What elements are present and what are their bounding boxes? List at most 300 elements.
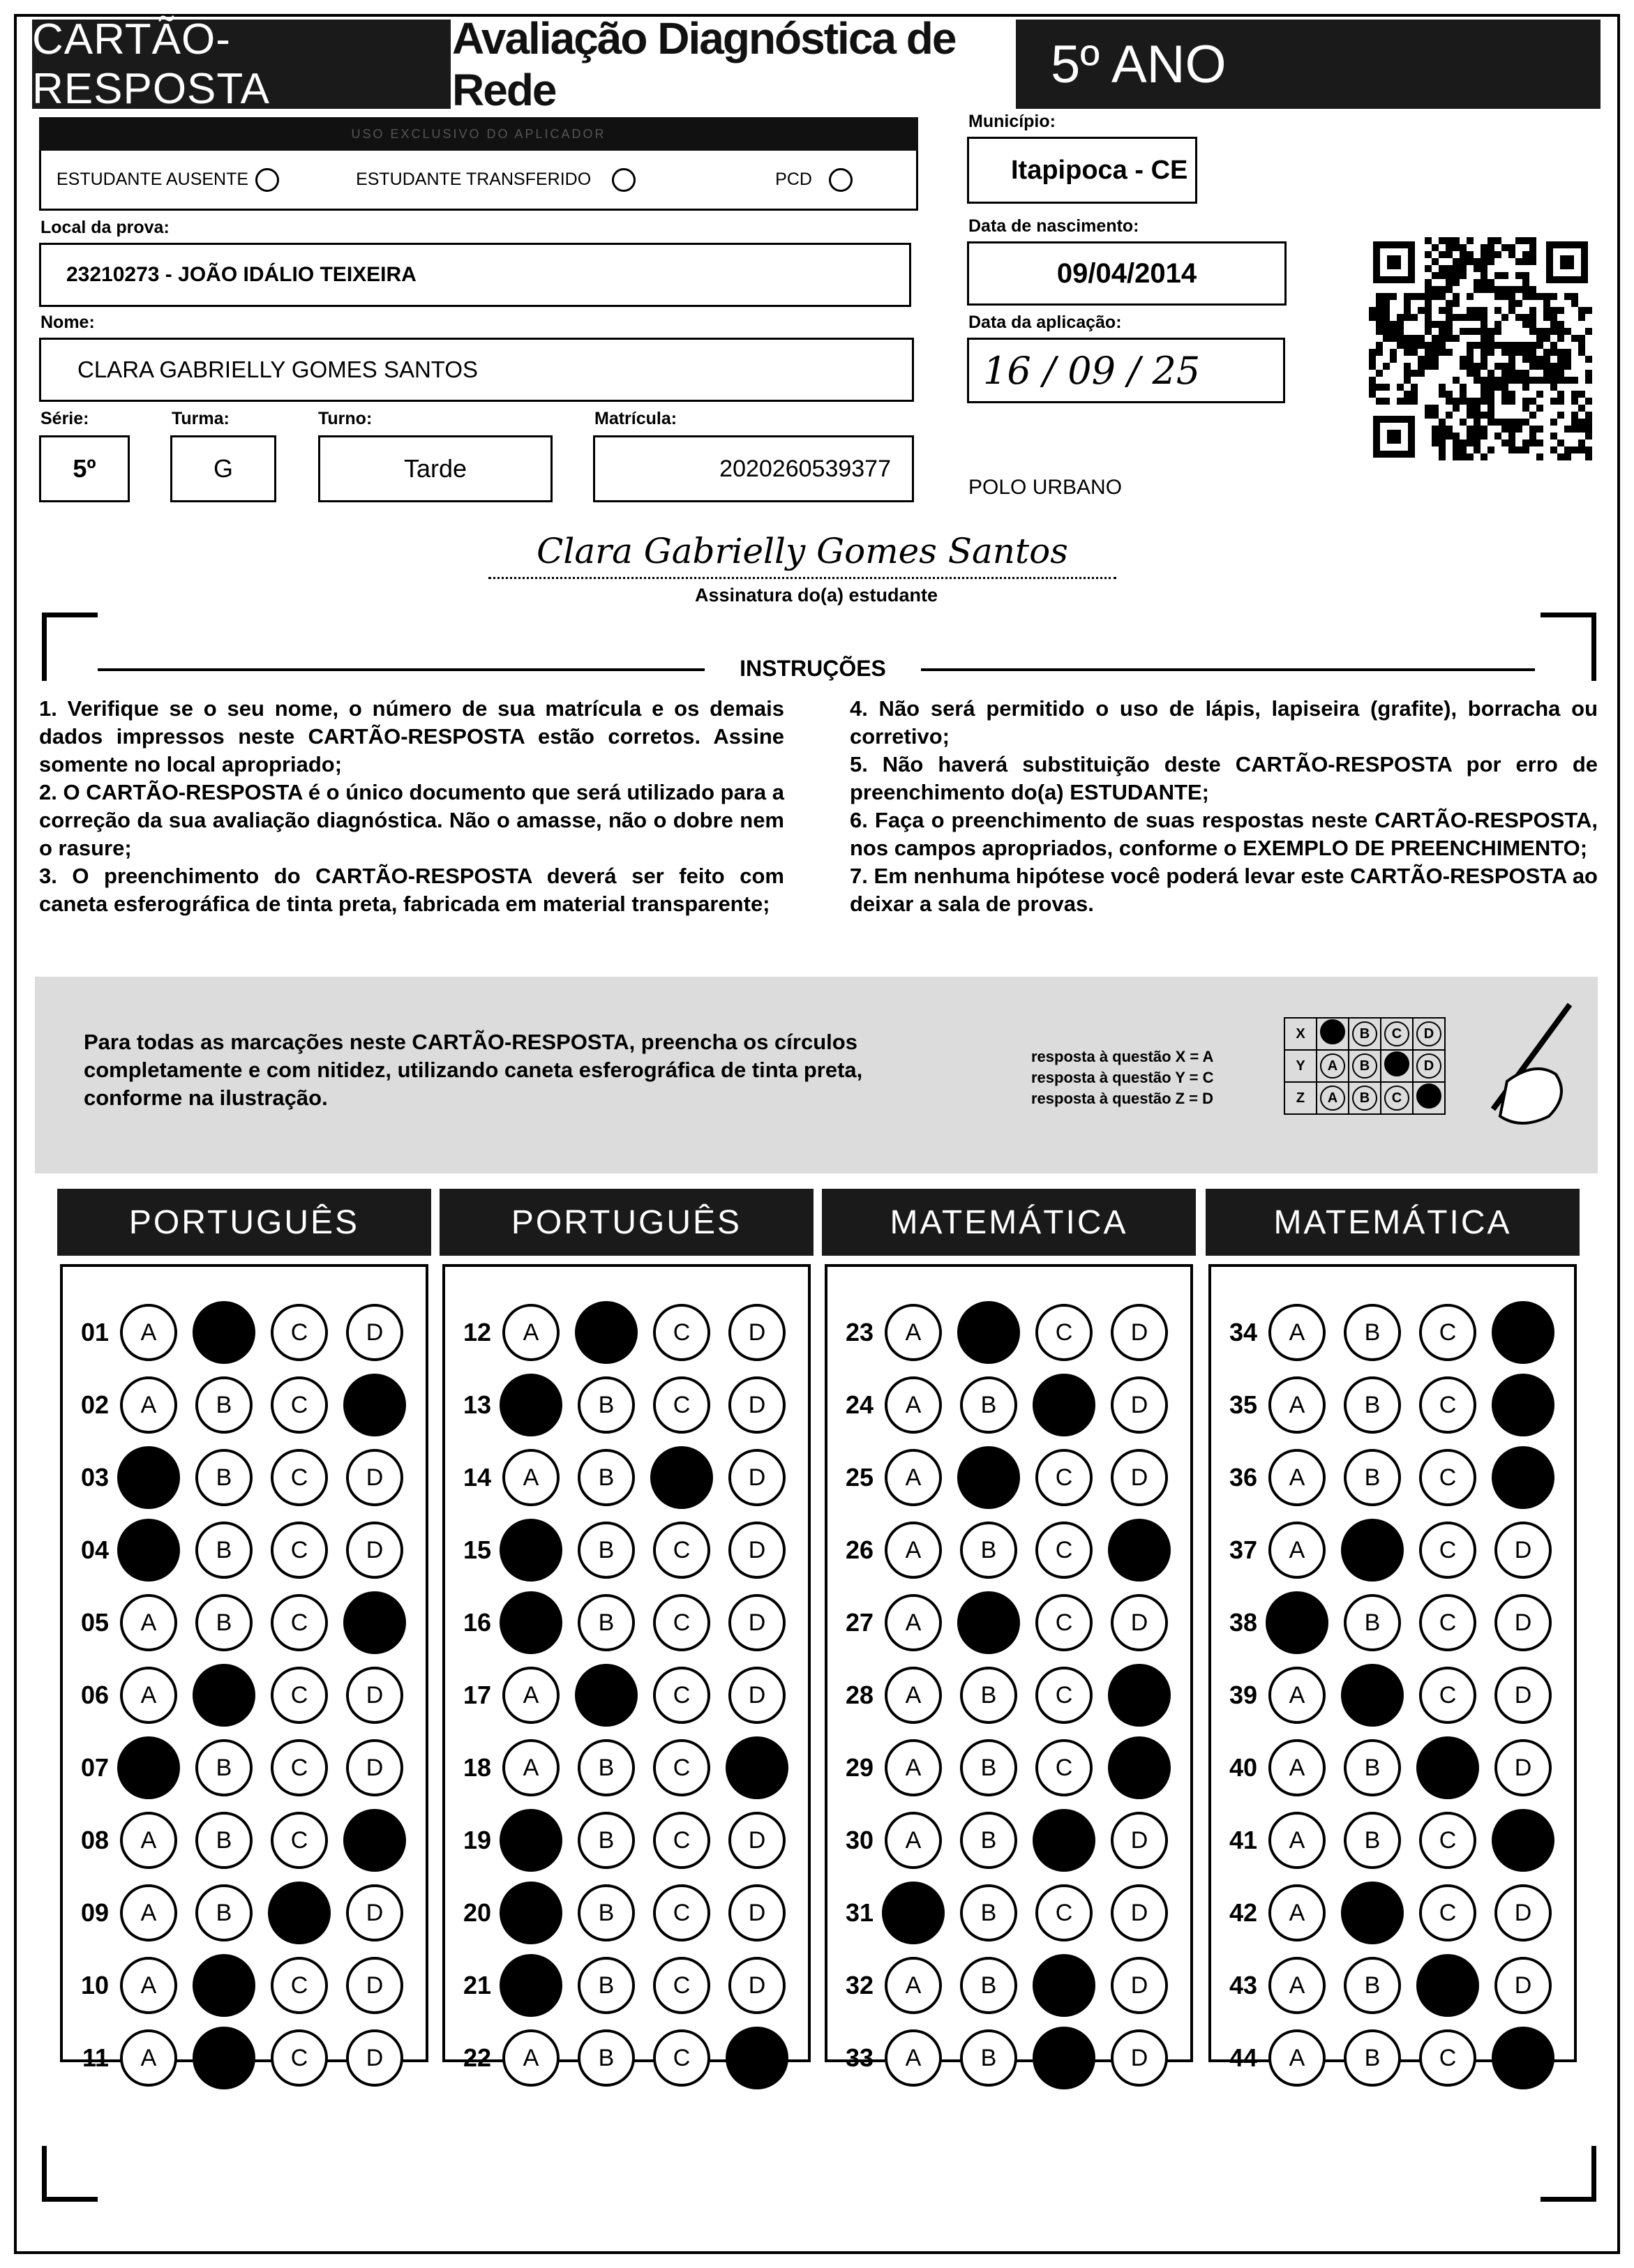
example-cell	[1413, 1082, 1445, 1114]
answer-bubble-24-d[interactable]: D	[1111, 1376, 1168, 1434]
example-cell	[1381, 1018, 1413, 1050]
ausente-checkbox[interactable]	[255, 168, 279, 192]
answer-bubble-07-a-marked[interactable]	[117, 1736, 180, 1799]
answer-bubble-44-a[interactable]: A	[1268, 2029, 1326, 2087]
question-row-15	[445, 1519, 804, 1581]
answer-bubble-36-c[interactable]: C	[1419, 1449, 1476, 1506]
answer-bubble-34-c[interactable]: C	[1419, 1304, 1476, 1361]
answer-bubble-37-c[interactable]: C	[1419, 1522, 1476, 1579]
question-number: 29	[845, 1753, 874, 1782]
answer-bubble-23-b-marked[interactable]	[957, 1301, 1020, 1364]
answer-bubble-39-a[interactable]: A	[1268, 1667, 1326, 1724]
question-number: 08	[80, 1826, 109, 1854]
answer-bubble-23-c[interactable]: C	[1035, 1304, 1093, 1361]
answer-block-3	[825, 1264, 1193, 2072]
instruction-5: 5. Não haverá substituição deste CARTÃO-RESPOSTA por erro de preenchimento do(a) ESTUDANTE;	[850, 752, 1598, 804]
serie-field: 5º	[39, 435, 130, 502]
question-number: 07	[80, 1753, 109, 1782]
banner-text: Para todas as marcações neste CARTÃO-RESPOSTA, preencha os círculos completamente e com nitidez, utilizando caneta esferográfica de tinta preta, conforme na ilustração.	[84, 1030, 863, 1110]
answer-bubble-09-b[interactable]: B	[195, 1884, 253, 1942]
answer-bubble-32-c-marked[interactable]	[1033, 1954, 1095, 2017]
answer-bubble-19-a-marked[interactable]	[500, 1809, 562, 1872]
answer-bubble-28-c[interactable]: C	[1035, 1667, 1093, 1724]
answer-bubble-41-a[interactable]: A	[1268, 1812, 1326, 1869]
answer-bubble-23-d[interactable]: D	[1111, 1304, 1168, 1361]
answer-bubble-02-c[interactable]: C	[271, 1376, 328, 1434]
answer-bubble-19-c[interactable]: C	[653, 1812, 710, 1869]
question-number: 40	[1229, 1753, 1257, 1782]
question-number: 34	[1229, 1318, 1257, 1346]
question-number: 22	[463, 2043, 491, 2072]
answer-bubble-24-a[interactable]: A	[885, 1376, 942, 1434]
answer-bubble-35-c[interactable]: C	[1419, 1376, 1476, 1434]
turma-field: G	[170, 435, 276, 502]
answer-bubble-17-b-marked[interactable]	[575, 1664, 638, 1727]
answer-bubble-43-c-marked[interactable]	[1416, 1954, 1479, 2017]
answer-bubble-07-b[interactable]: B	[195, 1739, 253, 1796]
transferido-checkbox[interactable]	[612, 168, 636, 192]
answer-bubble-15-a-marked[interactable]	[500, 1519, 562, 1582]
answer-bubble-43-b[interactable]: B	[1344, 1957, 1401, 2014]
question-row-03	[63, 1447, 421, 1508]
answer-bubble-10-c[interactable]: C	[271, 1957, 328, 2014]
answer-bubble-04-b[interactable]: B	[195, 1522, 253, 1579]
evaluation-title: Avaliação Diagnóstica de Rede	[452, 22, 1016, 106]
answer-bubble-17-d[interactable]: D	[728, 1667, 786, 1724]
answer-bubble-14-d[interactable]: D	[728, 1449, 786, 1506]
answer-bubble-24-b[interactable]: B	[960, 1376, 1017, 1434]
question-number: 09	[80, 1898, 109, 1927]
answer-bubble-36-d-marked[interactable]	[1492, 1446, 1554, 1509]
answer-bubble-36-a[interactable]: A	[1268, 1449, 1326, 1506]
answer-bubble-01-d[interactable]: D	[346, 1304, 403, 1361]
answer-bubble-02-d-marked[interactable]	[343, 1374, 406, 1436]
answer-bubble-37-b-marked[interactable]	[1341, 1519, 1404, 1582]
answer-bubble-06-d[interactable]: D	[346, 1667, 403, 1724]
answer-bubble-16-b[interactable]: B	[578, 1594, 635, 1651]
example-line-y: resposta à questão Y = C	[1031, 1069, 1214, 1086]
question-row-13	[445, 1374, 804, 1436]
question-row-04	[63, 1519, 421, 1581]
answer-bubble-15-b[interactable]: B	[578, 1522, 635, 1579]
question-row-01	[63, 1302, 421, 1363]
question-number: 18	[463, 1753, 491, 1782]
answer-bubble-32-b[interactable]: B	[960, 1957, 1017, 2014]
municipio-value: Itapipoca - CE	[1011, 155, 1188, 185]
example-cell	[1381, 1082, 1413, 1114]
answer-bubble-14-c-marked[interactable]	[650, 1446, 713, 1509]
answer-bubble-33-b[interactable]: B	[960, 2029, 1017, 2087]
answer-bubble-06-a[interactable]: A	[120, 1667, 177, 1724]
answer-bubble-40-a[interactable]: A	[1268, 1739, 1326, 1796]
answer-bubble-22-b[interactable]: B	[578, 2029, 635, 2087]
answer-bubble-43-a[interactable]: A	[1268, 1957, 1326, 2014]
instruction-2: 2. O CARTÃO-RESPOSTA é o único documento que será utilizado para a correção da sua avaliação diagnóstica. Não o amasse, não o dobre nem o rasure;	[39, 780, 784, 860]
instructions-rule-left	[98, 668, 705, 671]
answer-bubble-34-a[interactable]: A	[1268, 1304, 1326, 1361]
answer-bubble-08-a[interactable]: A	[120, 1812, 177, 1869]
answer-bubble-09-c-marked[interactable]	[268, 1882, 331, 1944]
answer-bubble-04-a-marked[interactable]	[117, 1519, 180, 1582]
answer-bubble-12-d[interactable]: D	[728, 1304, 786, 1361]
answer-bubble-07-c[interactable]: C	[271, 1739, 328, 1796]
instructions-rule-right	[921, 668, 1535, 671]
question-number: 37	[1229, 1535, 1257, 1564]
question-number: 35	[1229, 1390, 1257, 1419]
answer-bubble-26-a[interactable]: A	[885, 1522, 942, 1579]
question-row-05	[63, 1592, 421, 1653]
answer-bubble-04-d[interactable]: D	[346, 1522, 403, 1579]
nome-label: Nome:	[40, 313, 95, 332]
card-title: CARTÃO-RESPOSTA	[32, 20, 451, 109]
question-number: 02	[80, 1390, 109, 1419]
polo-label: POLO URBANO	[968, 476, 1123, 499]
answer-bubble-04-c[interactable]: C	[271, 1522, 328, 1579]
question-number: 05	[80, 1608, 109, 1637]
answer-bubble-05-d-marked[interactable]	[343, 1591, 406, 1654]
answer-bubble-13-b[interactable]: B	[578, 1376, 635, 1434]
pcd-label: PCD	[775, 170, 812, 189]
turma-label: Turma:	[172, 409, 230, 428]
answer-bubble-16-c[interactable]: C	[653, 1594, 710, 1651]
example-bubble: B	[1352, 1053, 1377, 1079]
answer-bubble-35-a[interactable]: A	[1268, 1376, 1326, 1434]
answer-bubble-01-c[interactable]: C	[271, 1304, 328, 1361]
question-number: 20	[463, 1898, 491, 1927]
example-cell	[1349, 1050, 1381, 1082]
answer-bubble-11-b-marked[interactable]	[193, 2027, 255, 2089]
question-number: 33	[845, 2043, 874, 2072]
answer-bubble-40-c-marked[interactable]	[1416, 1736, 1479, 1799]
answer-bubble-27-a[interactable]: A	[885, 1594, 942, 1651]
answer-bubble-37-a[interactable]: A	[1268, 1522, 1326, 1579]
answer-bubble-31-a-marked[interactable]	[882, 1882, 945, 1944]
question-number: 39	[1229, 1681, 1257, 1709]
answer-bubble-13-d[interactable]: D	[728, 1376, 786, 1434]
example-line-z: resposta à questão Z = D	[1031, 1090, 1214, 1107]
matricula-field: 2020260539377	[593, 435, 914, 502]
question-row-34	[1211, 1302, 1570, 1363]
answer-bubble-44-c[interactable]: C	[1419, 2029, 1476, 2087]
answer-bubble-09-d[interactable]: D	[346, 1884, 403, 1942]
answer-bubble-25-d[interactable]: D	[1111, 1449, 1168, 1506]
answer-bubble-30-d[interactable]: D	[1111, 1812, 1168, 1869]
answer-bubble-10-a[interactable]: A	[120, 1957, 177, 2014]
turno-field: Tarde	[318, 435, 553, 502]
answer-bubble-29-d-marked[interactable]	[1108, 1736, 1171, 1799]
answer-bubble-20-b[interactable]: B	[578, 1884, 635, 1942]
answer-bubble-14-b[interactable]: B	[578, 1449, 635, 1506]
answer-bubble-42-a[interactable]: A	[1268, 1884, 1326, 1942]
question-number: 44	[1229, 2043, 1257, 2072]
answer-bubble-11-a[interactable]: A	[120, 2029, 177, 2087]
answer-bubble-25-a[interactable]: A	[885, 1449, 942, 1506]
question-number: 25	[845, 1463, 874, 1492]
answer-bubble-11-c[interactable]: C	[271, 2029, 328, 2087]
example-cell	[1317, 1018, 1349, 1050]
question-row-41	[1211, 1810, 1570, 1871]
answer-bubble-16-d[interactable]: D	[728, 1594, 786, 1651]
answer-bubble-40-d[interactable]: D	[1494, 1739, 1552, 1796]
answer-bubble-19-b[interactable]: B	[578, 1812, 635, 1869]
answer-bubble-38-a-marked[interactable]	[1266, 1591, 1328, 1654]
answer-bubble-03-d[interactable]: D	[346, 1449, 403, 1506]
answer-bubble-08-b[interactable]: B	[195, 1812, 253, 1869]
answer-bubble-31-d[interactable]: D	[1111, 1884, 1168, 1942]
question-row-32	[827, 1955, 1186, 2016]
subject-header-3: MATEMÁTICA	[822, 1189, 1196, 1256]
example-cell	[1349, 1018, 1381, 1050]
answer-bubble-32-d[interactable]: D	[1111, 1957, 1168, 2014]
answer-bubble-15-c[interactable]: C	[653, 1522, 710, 1579]
answer-bubble-12-a[interactable]: A	[502, 1304, 560, 1361]
answer-bubble-25-b-marked[interactable]	[957, 1446, 1020, 1509]
example-grid-wrap	[1284, 1017, 1446, 1115]
answer-bubble-02-a[interactable]: A	[120, 1376, 177, 1434]
instructions-right	[850, 695, 1598, 918]
answer-bubble-36-b[interactable]: B	[1344, 1449, 1401, 1506]
answer-bubble-21-c[interactable]: C	[653, 1957, 710, 2014]
question-row-12	[445, 1302, 804, 1363]
answer-bubble-29-c[interactable]: C	[1035, 1739, 1093, 1796]
answer-bubble-14-a[interactable]: A	[502, 1449, 560, 1506]
subject-header-1: PORTUGUÊS	[57, 1189, 431, 1256]
question-row-40	[1211, 1737, 1570, 1798]
pen-hand-icon	[1465, 998, 1591, 1137]
answer-bubble-27-c[interactable]: C	[1035, 1594, 1093, 1651]
answer-bubble-40-b[interactable]: B	[1344, 1739, 1401, 1796]
answer-bubble-12-c[interactable]: C	[653, 1304, 710, 1361]
answer-bubble-41-d-marked[interactable]	[1492, 1809, 1554, 1872]
question-row-38	[1211, 1592, 1570, 1653]
answer-bubble-26-b[interactable]: B	[960, 1522, 1017, 1579]
answer-bubble-10-b-marked[interactable]	[193, 1954, 255, 2017]
question-number: 15	[463, 1535, 491, 1564]
answer-bubble-18-d-marked[interactable]	[726, 1736, 788, 1799]
question-number: 23	[845, 1318, 874, 1346]
answer-bubble-13-c[interactable]: C	[653, 1376, 710, 1434]
question-number: 21	[463, 1971, 491, 1999]
answer-bubble-15-d[interactable]: D	[728, 1522, 786, 1579]
answer-bubble-10-d[interactable]: D	[346, 1957, 403, 2014]
answer-bubble-03-c[interactable]: C	[271, 1449, 328, 1506]
answer-bubble-23-a[interactable]: A	[885, 1304, 942, 1361]
aplicacao-field: 16 / 09 / 25	[967, 338, 1285, 403]
grade-label: 5º ANO	[1016, 20, 1601, 109]
answer-bubble-38-d[interactable]: D	[1494, 1594, 1552, 1651]
answer-bubble-24-c-marked[interactable]	[1033, 1374, 1095, 1436]
question-row-43	[1211, 1955, 1570, 2016]
instruction-6: 6. Faça o preenchimento de suas respostas neste CARTÃO-RESPOSTA, nos campos apropriados, conforme o EXEMPLO DE PREENCHIMENTO;	[850, 808, 1598, 860]
answer-bubble-09-a[interactable]: A	[120, 1884, 177, 1942]
pcd-checkbox[interactable]	[829, 168, 853, 192]
answer-bubble-41-c[interactable]: C	[1419, 1812, 1476, 1869]
answer-bubble-30-c-marked[interactable]	[1033, 1809, 1095, 1872]
question-row-33	[827, 2027, 1186, 2089]
answer-bubble-38-b[interactable]: B	[1344, 1594, 1401, 1651]
answer-bubble-39-d[interactable]: D	[1494, 1667, 1552, 1724]
example-bubble: D	[1416, 1053, 1441, 1079]
question-number: 31	[845, 1898, 874, 1927]
question-row-31	[827, 1882, 1186, 1944]
answer-bubble-28-a[interactable]: A	[885, 1667, 942, 1724]
answer-bubble-44-d-marked[interactable]	[1492, 2027, 1554, 2089]
instructions-left	[39, 695, 784, 918]
answer-bubble-33-c-marked[interactable]	[1033, 2027, 1095, 2089]
answer-bubble-08-c[interactable]: C	[271, 1812, 328, 1869]
question-number: 17	[463, 1681, 491, 1709]
signature-caption: Assinatura do(a) estudante	[694, 585, 938, 606]
answer-bubble-37-d[interactable]: D	[1494, 1522, 1552, 1579]
answer-bubble-01-b-marked[interactable]	[193, 1301, 255, 1364]
answer-bubble-20-a-marked[interactable]	[500, 1882, 562, 1944]
answer-bubble-42-b-marked[interactable]	[1341, 1882, 1404, 1944]
answer-bubble-31-b[interactable]: B	[960, 1884, 1017, 1942]
answer-bubble-38-c[interactable]: C	[1419, 1594, 1476, 1651]
answer-bubble-27-d[interactable]: D	[1111, 1594, 1168, 1651]
answer-bubble-01-a[interactable]: A	[120, 1304, 177, 1361]
answer-bubble-07-d[interactable]: D	[346, 1739, 403, 1796]
nascimento-field: 09/04/2014	[967, 241, 1287, 306]
answer-bubble-21-d[interactable]: D	[728, 1957, 786, 2014]
answer-block-4	[1208, 1264, 1577, 2072]
corner-mark-tl	[42, 613, 98, 681]
answer-bubble-42-d[interactable]: D	[1494, 1884, 1552, 1942]
answer-bubble-12-b-marked[interactable]	[575, 1301, 638, 1364]
example-bubble: A	[1320, 1053, 1345, 1079]
answer-bubble-27-b-marked[interactable]	[957, 1591, 1020, 1654]
question-number: 30	[845, 1826, 874, 1854]
answer-bubble-08-d-marked[interactable]	[343, 1809, 406, 1872]
question-number: 01	[80, 1318, 109, 1346]
answer-bubble-32-a[interactable]: A	[885, 1957, 942, 2014]
question-number: 11	[82, 2043, 109, 2072]
question-row-23	[827, 1302, 1186, 1363]
aplicador-box	[39, 151, 918, 211]
question-row-10	[63, 1955, 421, 2016]
corner-mark-br	[1541, 2146, 1596, 2202]
answer-bubble-28-d-marked[interactable]	[1108, 1664, 1171, 1727]
answer-bubble-26-d-marked[interactable]	[1108, 1519, 1171, 1582]
answer-bubble-11-d[interactable]: D	[346, 2029, 403, 2087]
question-row-14	[445, 1447, 804, 1508]
example-cell	[1317, 1082, 1349, 1114]
question-row-17	[445, 1665, 804, 1726]
question-row-18	[445, 1737, 804, 1798]
example-bubble: B	[1352, 1021, 1377, 1046]
answer-bubble-17-a[interactable]: A	[502, 1667, 560, 1724]
answer-bubble-25-c[interactable]: C	[1035, 1449, 1093, 1506]
answer-bubble-03-a-marked[interactable]	[117, 1446, 180, 1509]
answer-bubble-35-d-marked[interactable]	[1492, 1374, 1554, 1436]
answer-bubble-05-c[interactable]: C	[271, 1594, 328, 1651]
transferido-label: ESTUDANTE TRANSFERIDO	[356, 170, 592, 189]
question-row-37	[1211, 1519, 1570, 1581]
answer-bubble-06-c[interactable]: C	[271, 1667, 328, 1724]
answer-bubble-33-d[interactable]: D	[1111, 2029, 1168, 2087]
answer-bubble-17-c[interactable]: C	[653, 1667, 710, 1724]
question-number: 10	[80, 1971, 109, 1999]
answer-bubble-19-d[interactable]: D	[728, 1812, 786, 1869]
instruction-1: 1. Verifique se o seu nome, o número de sua matrícula e os demais dados impressos neste CARTÃO-RESPOSTA estão corretos. Assine somente no local apropriado;	[39, 696, 784, 776]
answer-bubble-31-c[interactable]: C	[1035, 1884, 1093, 1942]
question-row-07	[63, 1737, 421, 1798]
question-number: 24	[845, 1390, 874, 1419]
question-row-44	[1211, 2027, 1570, 2089]
corner-mark-bl	[42, 2146, 98, 2202]
answer-bubble-29-b[interactable]: B	[960, 1739, 1017, 1796]
answer-bubble-18-c[interactable]: C	[653, 1739, 710, 1796]
question-row-36	[1211, 1447, 1570, 1508]
answer-bubble-34-d-marked[interactable]	[1492, 1301, 1554, 1364]
answer-bubble-02-b[interactable]: B	[195, 1376, 253, 1434]
answer-bubble-20-d[interactable]: D	[728, 1884, 786, 1942]
answer-bubble-05-a[interactable]: A	[120, 1594, 177, 1651]
answer-bubble-18-b[interactable]: B	[578, 1739, 635, 1796]
answer-bubble-22-d-marked[interactable]	[726, 2027, 788, 2089]
example-row-label: Y	[1284, 1050, 1317, 1082]
answer-bubble-28-b[interactable]: B	[960, 1667, 1017, 1724]
answer-bubble-29-a[interactable]: A	[885, 1739, 942, 1796]
nome-field: CLARA GABRIELLY GOMES SANTOS	[39, 338, 914, 402]
answer-bubble-26-c[interactable]: C	[1035, 1522, 1093, 1579]
question-row-22	[445, 2027, 804, 2089]
question-number: 13	[463, 1390, 491, 1419]
answer-bubble-35-b[interactable]: B	[1344, 1376, 1401, 1434]
answer-bubble-22-c[interactable]: C	[653, 2029, 710, 2087]
answer-bubble-30-b[interactable]: B	[960, 1812, 1017, 1869]
answer-bubble-03-b[interactable]: B	[195, 1449, 253, 1506]
answer-bubble-39-b-marked[interactable]	[1341, 1664, 1404, 1727]
answer-bubble-21-a-marked[interactable]	[500, 1954, 562, 2017]
question-number: 19	[463, 1826, 491, 1854]
answer-bubble-22-a[interactable]: A	[502, 2029, 560, 2087]
example-row-label: Z	[1284, 1082, 1317, 1114]
question-row-11	[63, 2027, 421, 2089]
answer-bubble-06-b-marked[interactable]	[193, 1664, 255, 1727]
serie-label: Série:	[40, 409, 89, 428]
answer-bubble-21-b[interactable]: B	[578, 1957, 635, 2014]
answer-bubble-16-a-marked[interactable]	[500, 1591, 562, 1654]
answer-bubble-05-b[interactable]: B	[195, 1594, 253, 1651]
local-field: 23210273 - JOÃO IDÁLIO TEIXEIRA	[39, 243, 911, 307]
qr-code	[1369, 237, 1592, 462]
answer-block-2	[442, 1264, 811, 2072]
example-line-x: resposta à questão X = A	[1031, 1048, 1214, 1065]
ausente-label: ESTUDANTE AUSENTE	[57, 170, 249, 189]
answer-bubble-39-c[interactable]: C	[1419, 1667, 1476, 1724]
answer-bubble-42-c[interactable]: C	[1419, 1884, 1476, 1942]
answer-bubble-20-c[interactable]: C	[653, 1884, 710, 1942]
example-cell	[1317, 1050, 1349, 1082]
subject-header-2: PORTUGUÊS	[440, 1189, 814, 1256]
example-bubble: C	[1384, 1021, 1409, 1046]
answer-bubble-34-b[interactable]: B	[1344, 1304, 1401, 1361]
turno-label: Turno:	[318, 409, 373, 428]
question-row-02	[63, 1374, 421, 1436]
answer-bubble-18-a[interactable]: A	[502, 1739, 560, 1796]
example-cell	[1381, 1050, 1413, 1082]
answer-bubble-43-d[interactable]: D	[1494, 1957, 1552, 2014]
answer-bubble-33-a[interactable]: A	[885, 2029, 942, 2087]
question-number: 41	[1229, 1826, 1257, 1854]
answer-bubble-44-b[interactable]: B	[1344, 2029, 1401, 2087]
answer-bubble-41-b[interactable]: B	[1344, 1812, 1401, 1869]
answer-bubble-30-a[interactable]: A	[885, 1812, 942, 1869]
question-row-06	[63, 1665, 421, 1726]
question-row-21	[445, 1955, 804, 2016]
answer-bubble-13-a-marked[interactable]	[500, 1374, 562, 1436]
